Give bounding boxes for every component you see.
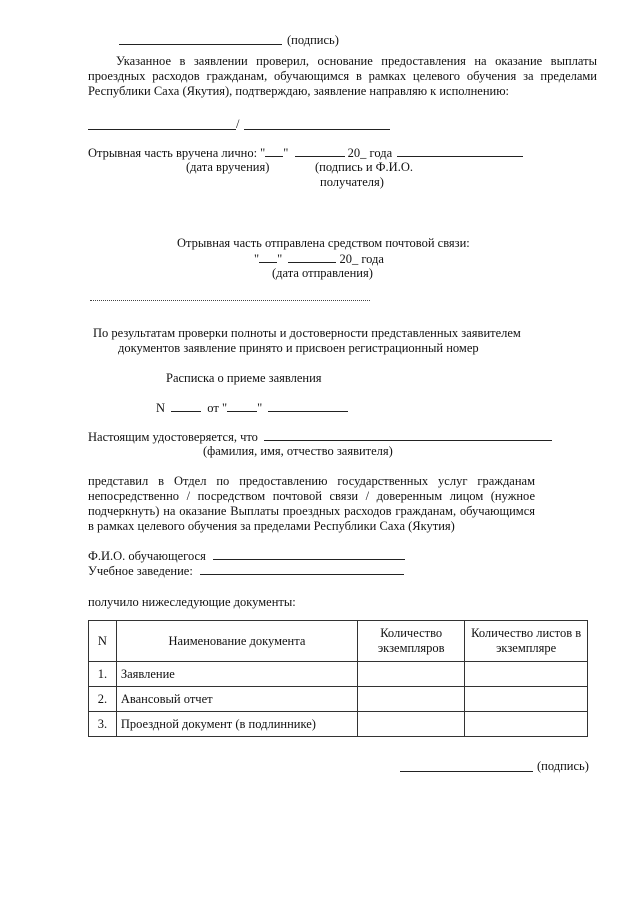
separator-line <box>90 300 370 301</box>
handed-year-label: 20_ года <box>347 146 393 160</box>
mailed-date-line <box>254 251 384 267</box>
handed-label: Отрывная часть вручена лично: " <box>88 146 266 160</box>
receipt-day-field[interactable] <box>227 400 257 412</box>
receipt-number-field[interactable] <box>171 400 201 412</box>
row-sheets-cell[interactable] <box>465 687 588 712</box>
table-row <box>89 687 588 712</box>
handed-month-field[interactable] <box>295 145 345 157</box>
bottom-signature-line <box>400 771 533 772</box>
bottom-signature-caption: (подпись) <box>537 759 589 773</box>
row-copies-cell[interactable] <box>358 712 465 737</box>
row-num: 1. <box>89 662 117 687</box>
header-num: N <box>89 621 117 662</box>
top-signature-line <box>119 44 282 45</box>
school-label: Учебное заведение: <box>88 564 193 578</box>
student-line <box>88 548 405 564</box>
received-label: получило нижеследующие документы: <box>88 595 296 609</box>
verification-line-2: проездных расходов гражданам, обучающимся в рамках целевого обучения за пределами <box>88 69 597 83</box>
handed-signature-field[interactable] <box>397 145 523 157</box>
header-name: Наименование документа <box>116 621 357 662</box>
mailed-quote-open: " <box>254 252 260 266</box>
mailed-year-label: 20_ года <box>339 252 384 266</box>
table-header-row <box>89 621 588 662</box>
mailed-day-field[interactable] <box>259 251 277 263</box>
row-copies-cell[interactable] <box>358 687 465 712</box>
mailed-quote-close: " <box>277 252 283 266</box>
applicant-fio-field[interactable] <box>264 429 552 441</box>
mailed-date-caption: (дата отправления) <box>272 266 373 280</box>
row-copies-cell[interactable] <box>358 662 465 687</box>
student-field[interactable] <box>213 548 405 560</box>
mailed-title: Отрывная часть отправлена средством почтовой связи: <box>177 236 470 250</box>
receipt-number-line <box>156 400 348 416</box>
receipt-number-label: N <box>156 401 166 415</box>
handed-personally-line <box>88 145 523 161</box>
school-field[interactable] <box>200 563 404 575</box>
receipt-from-label: от " <box>207 401 228 415</box>
row-name: Заявление <box>116 662 357 687</box>
submitted-line-4: в рамках целевого обучения за пределами Республики Саха (Якутия) <box>88 519 455 533</box>
documents-table <box>88 620 588 737</box>
student-label: Ф.И.О. обучающегося <box>88 549 206 563</box>
header-sheets: Количество листов в экземпляре <box>465 621 588 662</box>
verifier-slash: / <box>236 117 240 131</box>
receipt-title: Расписка о приеме заявления <box>166 371 322 385</box>
verification-paragraph <box>88 54 597 99</box>
row-name: Авансовый отчет <box>116 687 357 712</box>
school-line <box>88 563 404 579</box>
verifier-signature-line <box>88 129 236 130</box>
submitted-line-3: подчеркнуть) на оказание Выплаты проездных расходов гражданам, обучающимся <box>88 504 535 518</box>
handed-date-caption: (дата вручения) <box>186 160 270 174</box>
submitted-paragraph <box>88 474 535 534</box>
handed-quote-close: " <box>283 146 289 160</box>
receipt-from-close: " <box>257 401 263 415</box>
verifier-name-line <box>244 129 390 130</box>
certify-label: Настоящим удостоверяется, что <box>88 430 258 444</box>
row-sheets-cell[interactable] <box>465 712 588 737</box>
row-num: 3. <box>89 712 117 737</box>
registration-line-1: По результатам проверки полноты и достоверности представленных заявителем <box>93 326 521 340</box>
handed-day-field[interactable] <box>265 145 283 157</box>
handed-sign-caption-1: (подпись и Ф.И.О. <box>315 160 413 174</box>
top-signature-caption: (подпись) <box>287 33 339 47</box>
handed-sign-caption-2: получателя) <box>320 175 384 189</box>
submitted-line-2: непосредственно / посредством почтовой связи / доверенным лицом (нужное <box>88 489 535 503</box>
table-row <box>89 712 588 737</box>
applicant-fio-caption: (фамилия, имя, отчество заявителя) <box>203 444 393 458</box>
row-name: Проездной документ (в подлиннике) <box>116 712 357 737</box>
verification-line-3: Республики Саха (Якутия), подтверждаю, заявление направляю к исполнению: <box>88 84 510 98</box>
mailed-month-field[interactable] <box>288 251 336 263</box>
row-num: 2. <box>89 687 117 712</box>
table-row <box>89 662 588 687</box>
registration-line-2: документов заявление принято и присвоен регистрационный номер <box>118 341 479 355</box>
verification-line-1: Указанное в заявлении проверил, основание предоставления на оказание выплаты <box>116 54 597 68</box>
certify-line <box>88 429 552 445</box>
row-sheets-cell[interactable] <box>465 662 588 687</box>
receipt-date-field[interactable] <box>268 400 348 412</box>
submitted-line-1: представил в Отдел по предоставлению государственных услуг гражданам <box>88 474 535 488</box>
header-copies: Количество экземпляров <box>358 621 465 662</box>
